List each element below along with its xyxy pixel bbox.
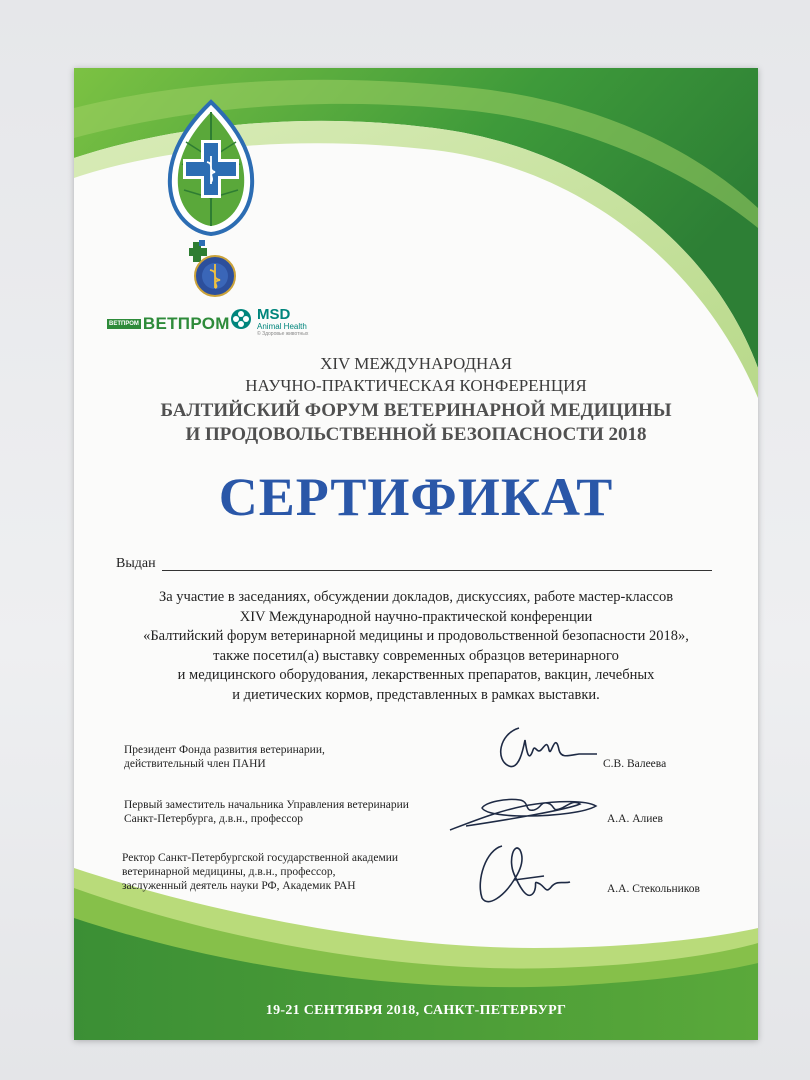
msd-logo (230, 308, 308, 337)
msd-name: MSD (257, 306, 291, 323)
event-date-location: 19-21 СЕНТЯБРЯ 2018, САНКТ-ПЕТЕРБУРГ (265, 1003, 567, 1018)
signatory-3-name: А.А. Стекольников (607, 883, 700, 895)
vetprom-tag: ВЕТПРОМ (109, 321, 139, 327)
body-line: и диетических кормов, представленных в рамках выставки. (232, 686, 600, 703)
body-line: За участие в заседаниях, обсуждении докладов, дискуссиях, работе мастер-классов (158, 589, 674, 605)
role-line: Президент Фонда развития ветеринарии, (124, 744, 325, 756)
certificate-title: СЕРТИФИКАТ (218, 467, 614, 527)
signatory-1-name: С.В. Валеева (603, 758, 667, 770)
role-line: Ректор Санкт-Петербургской государственной академии (122, 852, 399, 864)
conference-line-4: И ПРОДОВОЛЬСТВЕННОЙ БЕЗОПАСНОСТИ 2018 (185, 424, 647, 445)
conference-line-3: БАЛТИЙСКИЙ ФОРУМ ВЕТЕРИНАРНОЙ МЕДИЦИНЫ (160, 400, 672, 421)
academy-emblem-icon (189, 240, 237, 300)
role-line: Санкт-Петербурга, д.в.н., профессор (124, 813, 304, 825)
signatory-1-role (124, 743, 325, 771)
signature-3 (474, 840, 584, 910)
signature-2 (446, 790, 606, 840)
vetprom-logo (107, 314, 230, 334)
msd-mark-icon (230, 308, 252, 330)
issued-label: Выдан (116, 556, 156, 571)
certificate-body-text (74, 588, 758, 705)
forum-leaf-logo (164, 98, 258, 238)
signatory-2-name: А.А. Алиев (607, 813, 663, 825)
msd-subtitle: Animal Health (257, 322, 307, 331)
certificate-sheet (74, 68, 758, 1040)
conference-line-2: НАУЧНО-ПРАКТИЧЕСКАЯ КОНФЕРЕНЦИЯ (245, 376, 587, 395)
role-line: ветеринарной медицины, д.в.н., профессор, (122, 866, 336, 878)
body-line: и медицинского оборудования, лекарственных препаратов, вакцин, лечебных (177, 667, 655, 683)
body-line: XIV Международной научно-практической конференции (239, 608, 593, 625)
conference-line-1: XIV МЕЖДУНАРОДНАЯ (320, 354, 512, 373)
body-line: также посетил(а) выставку современных образцов ветеринарного (213, 647, 619, 664)
role-line: действительный член ПАНИ (124, 758, 266, 770)
issued-to-field[interactable] (162, 570, 712, 571)
signature-1 (489, 720, 599, 780)
role-line: Первый заместитель начальника Управления ветеринарии (124, 799, 409, 811)
signatory-3-role (122, 851, 398, 893)
body-line: «Балтийский форум ветеринарной медицины и продовольственной безопасности 2018», (143, 628, 689, 644)
vetprom-wordmark: ВЕТПРОМ (142, 314, 230, 333)
msd-subtitle-ru: © Здоровье животных (257, 331, 309, 337)
signatory-2-role (124, 798, 409, 826)
role-line: заслуженный деятель науки РФ, Академик РАН (122, 880, 356, 892)
